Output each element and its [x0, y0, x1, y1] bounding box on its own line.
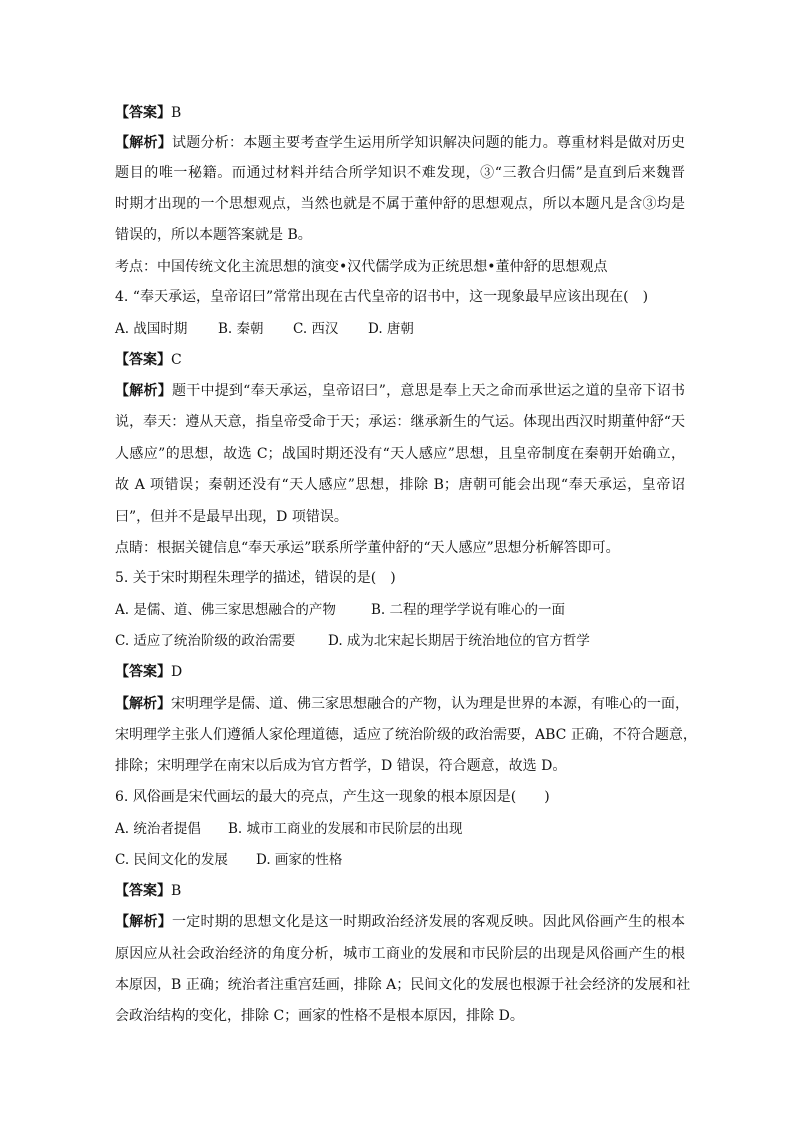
explanation-tag: 【解析】 — [115, 914, 173, 930]
explanation-text: 题干中提到“奉天承运，皇帝诏曰”，意思是奉上天之命而承世运之道的皇帝下诏书 — [171, 383, 685, 399]
option-d: D. 唐朝 — [368, 321, 414, 337]
answer-tag: 【答案】 — [115, 352, 171, 368]
explanation-line: 本原因，B 正确；统治者注重宫廷画，排除 A；民间文化的发展也根源于社会经济的发展和社 — [115, 977, 691, 993]
explanation-line: 说，奉天：遵从天意，指皇帝受命于天；承运：继承新生的气运。体现出西汉时期董仲舒“天 — [115, 414, 685, 430]
explanation-line: 宋明理学主张人们遵循人家伦理道德，适应了统治阶级的政治需要，ABC 正确，不符合题意， — [115, 727, 697, 743]
explanation-line — [115, 133, 685, 153]
explanation-line: 错误的，所以本题答案就是 B。 — [115, 227, 312, 243]
option-c: C. 西汉 — [293, 321, 339, 337]
answer-line — [115, 662, 685, 682]
option-a: A. 战国时期 — [115, 321, 188, 337]
option-b: B. 秦朝 — [218, 321, 264, 337]
explanation-line: 人感应”的思想，故选 C；战国时期还没有“天人感应”思想，且皇帝制度在秦朝开始确立， — [115, 446, 685, 462]
answer-line — [115, 881, 685, 901]
explanation-line: 故 A 项错误；秦朝还没有“天人感应”思想，排除 B；唐朝可能会出现“奉天承运，皇帝诏 — [115, 477, 685, 493]
explanation-line: 排除；宋明理学在南宋以后成为官方哲学，D 错误，符合题意，故选 D。 — [115, 758, 567, 774]
answer-value: B — [171, 883, 182, 899]
question-stem: 5. 关于宋时期程朱理学的描述，错误的是( ) — [115, 570, 396, 586]
explanation-tag: 【解析】 — [115, 135, 173, 151]
explanation-line — [115, 694, 689, 714]
explanation-line: 题目的唯一秘籍。而通过材料并结合所学知识不难发现，③“三教合归儒”是直到后来魏晋 — [115, 165, 685, 181]
explanation-line — [115, 381, 685, 401]
answer-value: C — [171, 352, 182, 368]
question-stem: 4. “奉天承运，皇帝诏曰”常常出现在古代皇帝的诏书中，这一现象最早应该出现在( ) — [115, 289, 649, 305]
option-b: B. 二程的理学学说有唯心的一面 — [371, 602, 566, 618]
explanation-text: 试题分析：本题主要考查学生运用所学知识解决问题的能力。尊重材料是做对历史 — [172, 135, 686, 151]
answer-value: D — [171, 664, 183, 680]
option-a: A. 是儒、道、佛三家思想融合的产物 — [115, 602, 336, 618]
explanation-text: 一定时期的思想文化是这一时期政治经济发展的客观反映。因此风俗画产生的根本 — [172, 914, 686, 930]
explanation-tag: 【解析】 — [115, 696, 171, 712]
knowledge-point: 考点：中国传统文化主流思想的演变•汉代儒学成为正统思想•董仲舒的思想观点 — [115, 259, 608, 275]
explanation-text: 宋明理学是儒、道、佛三家思想融合的产物，认为理是世界的本源，有唯心的一面， — [171, 696, 689, 712]
answer-tag: 【答案】 — [115, 664, 171, 680]
explanation-line: 时期才出现的一个思想观点，当然也就是不属于董仲舒的思想观点，所以本题凡是含③均是 — [115, 196, 685, 212]
answer-tag: 【答案】 — [115, 105, 171, 121]
question-stem: 6. 风俗画是宋代画坛的最大的亮点，产生这一现象的根本原因是( ) — [115, 789, 550, 805]
explanation-line: 原因应从社会政治经济的角度分析，城市工商业的发展和市民阶层的出现是风俗画产生的根 — [115, 946, 685, 962]
explanation-line — [115, 912, 685, 932]
answer-value: B — [171, 105, 182, 121]
key-point: 点睛：根据关键信息“奉天承运”联系所学董仲舒的“天人感应”思想分析解答即可。 — [115, 540, 620, 556]
answer-tag: 【答案】 — [115, 883, 171, 899]
option-b: B. 城市工商业的发展和市民阶层的出现 — [228, 821, 463, 837]
option-d: D. 画家的性格 — [256, 852, 343, 868]
explanation-line: 会政治结构的变化，排除 C；画家的性格不是根本原因，排除 D。 — [115, 1008, 524, 1024]
answer-line — [115, 350, 685, 370]
explanation-tag: 【解析】 — [115, 383, 172, 399]
option-c: C. 民间文化的发展 — [115, 852, 228, 868]
answer-line — [115, 103, 685, 123]
option-d: D. 成为北宋起长期居于统治地位的官方哲学 — [328, 633, 590, 649]
option-a: A. 统治者提倡 — [115, 821, 201, 837]
explanation-line: 曰”，但并不是最早出现，D 项错误。 — [115, 509, 348, 525]
option-c: C. 适应了统治阶级的政治需要 — [115, 633, 296, 649]
